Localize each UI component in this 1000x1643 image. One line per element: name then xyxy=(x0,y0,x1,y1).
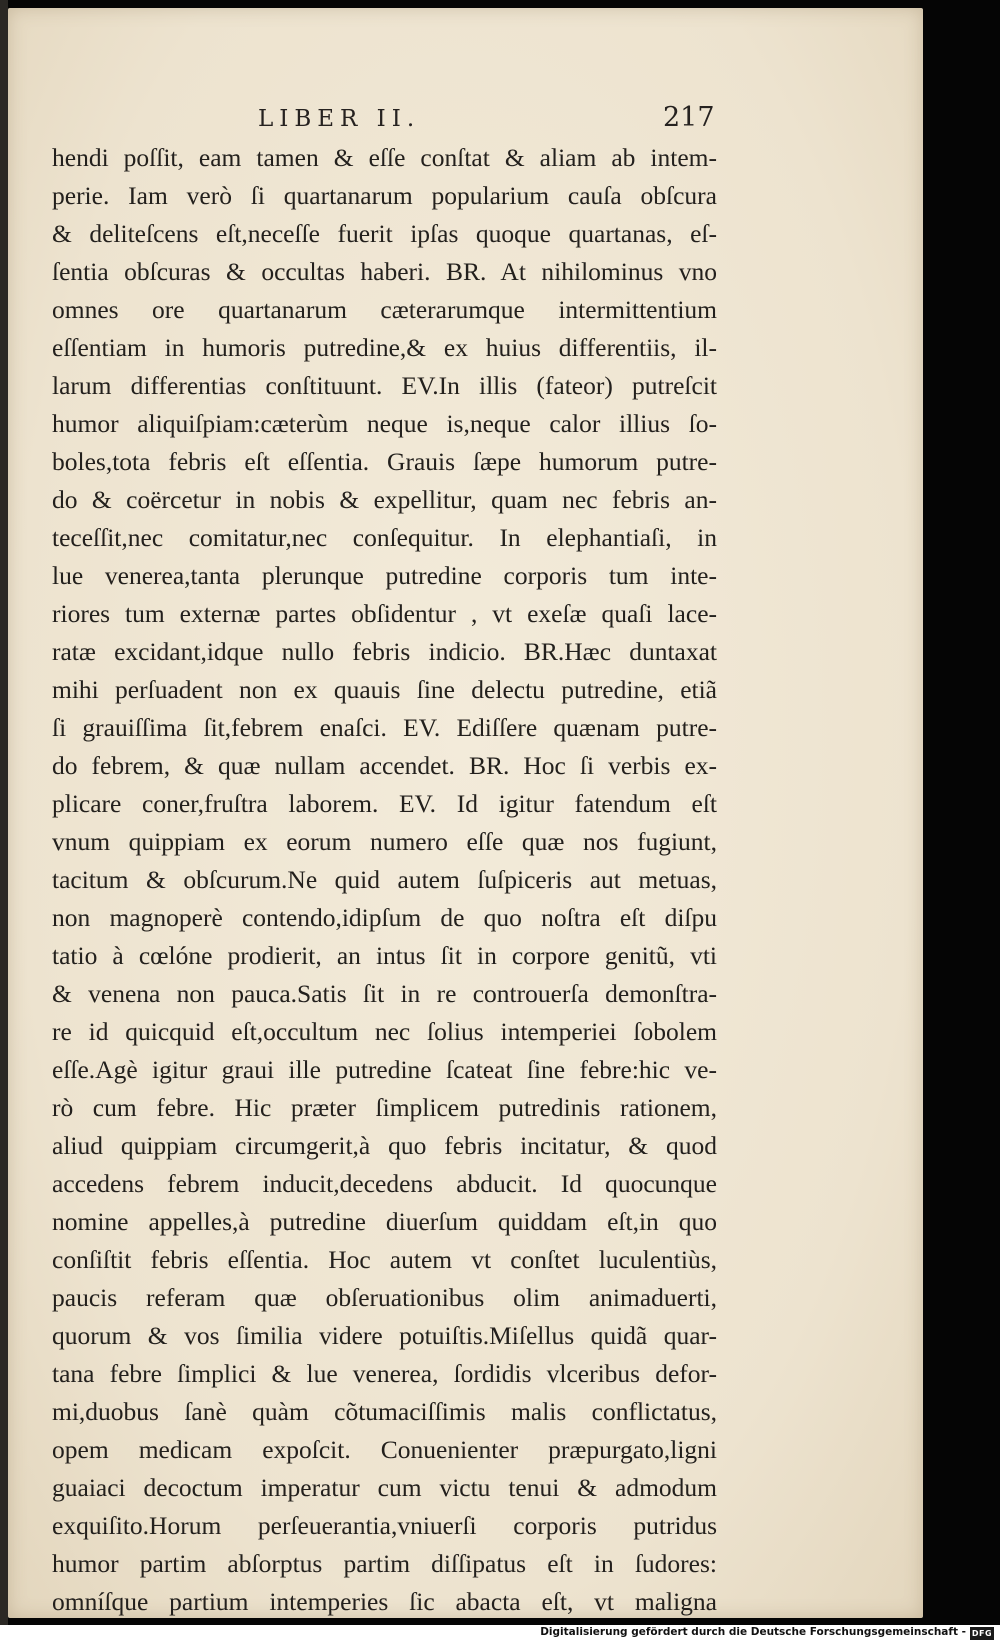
text-line: ſentia obſcuras & occultas haberi. BR. At nihilominus vno xyxy=(52,257,717,286)
text-line: riores tum externæ partes obſidentur , vt exeſæ quaſi lace- xyxy=(52,599,717,628)
text-line: vnum quippiam ex eorum numero eſſe quæ nos fugiunt, xyxy=(52,827,717,856)
text-line: omníſque partium intemperies ſic abacta eſt, vt maligna xyxy=(52,1587,717,1616)
digitization-credit: Digitalisierung gefördert durch die Deutsche Forschungsgemeinschaft - xyxy=(540,1626,966,1638)
text-line: guaiaci decoctum imperatur cum victu tenui & admodum xyxy=(52,1473,717,1502)
text-line: do & coërcetur in nobis & expellitur, quam nec febris an- xyxy=(52,485,717,514)
text-line: larum differentias conſtituunt. EV.In illis (fateor) putreſcit xyxy=(52,371,717,400)
text-line: rò cum febre. Hic præter ſimplicem putredinis rationem, xyxy=(52,1093,717,1122)
text-line: nomine appelles,à putredine diuerſum quiddam eſt,in quo xyxy=(52,1207,717,1236)
text-line: ſi grauiſſima ſit,febrem enaſci. EV. Ediſſere quænam putre- xyxy=(52,713,717,742)
book-page xyxy=(8,8,923,1618)
book-spine-edge xyxy=(0,0,8,1625)
text-line: do febrem, & quæ nullam accendet. BR. Hoc ſi verbis ex- xyxy=(52,751,717,780)
text-line: ratæ excidant,idque nullo febris indicio. BR.Hæc duntaxat xyxy=(52,637,717,666)
text-line: aliud quippiam circumgerit,à quo febris incitatur, & quod xyxy=(52,1131,717,1160)
text-line: & deliteſcens eſt,neceſſe fuerit ipſas quoque quartanas, eſ- xyxy=(52,219,717,248)
text-line: mi,duobus ſanè quàm cõtumaciſſimis malis conflictatus, xyxy=(52,1397,717,1426)
text-line: teceſſit,nec comitatur,nec conſequitur. In elephantiaſi, in xyxy=(52,523,717,552)
text-line: eſſentiam in humoris putredine,& ex huius differentiis, il- xyxy=(52,333,717,362)
text-line: perie. Iam verò ſi quartanarum popularium cauſa obſcura xyxy=(52,181,717,210)
text-line: plicare coner,fruſtra laborem. EV. Id igitur fatendum eſt xyxy=(52,789,717,818)
text-line: tacitum & obſcurum.Ne quid autem ſuſpiceris aut metuas, xyxy=(52,865,717,894)
text-line: quorum & vos ſimilia videre potuiſtis.Miſellus quidã quar- xyxy=(52,1321,717,1350)
page-number: 217 xyxy=(663,102,715,133)
text-line: humor partim abſorptus partim diſſipatus eſt in ſudores: xyxy=(52,1549,717,1578)
text-line: conſiſtit febris eſſentia. Hoc autem vt conſtet luculentiùs, xyxy=(52,1245,717,1274)
text-line: eſſe.Agè igitur graui ille putredine ſcateat ſine febre:hic ve- xyxy=(52,1055,717,1084)
text-line: omnes ore quartanarum cæterarumque intermittentium xyxy=(52,295,717,324)
text-line: & venena non pauca.Satis ſit in re controuerſa demonſtra- xyxy=(52,979,717,1008)
dfg-logo: DFG xyxy=(971,1629,993,1638)
text-line: humor aliquiſpiam:cæterùm neque is,neque calor illius ſo- xyxy=(52,409,717,438)
text-line: non magnoperè contendo,idipſum de quo noſtra eſt diſpu xyxy=(52,903,717,932)
text-line: paucis referam quæ obſeruationibus olim animaduerti, xyxy=(52,1283,717,1312)
text-line: opem medicam expoſcit. Conuenienter præpurgato,ligni xyxy=(52,1435,717,1464)
text-line: re id quicquid eſt,occultum nec ſolius intemperiei ſobolem xyxy=(52,1017,717,1046)
text-line: accedens febrem inducit,decedens abducit. Id quocunque xyxy=(52,1169,717,1198)
text-line: mihi perſuadent non ex quauis ſine delectu putredine, etiã xyxy=(52,675,717,704)
text-line: tana febre ſimplici & lue venerea, ſordidis vlceribus defor- xyxy=(52,1359,717,1388)
running-head: LIBER II. xyxy=(258,106,421,132)
footer-bar xyxy=(0,1625,1000,1643)
text-line: lue venerea,tanta plerunque putredine corporis tum inte- xyxy=(52,561,717,590)
text-line: hendi poſſit, eam tamen & eſſe conſtat & aliam ab intem- xyxy=(52,143,717,172)
text-line: tatio à cœlóne prodierit, an intus ſit in corpore genitũ, vti xyxy=(52,941,717,970)
text-line: exquiſito.Horum perſeuerantia,vniuerſi corporis putridus xyxy=(52,1511,717,1540)
text-line: boles,tota febris eſt eſſentia. Grauis ſæpe humorum putre- xyxy=(52,447,717,476)
page-header xyxy=(8,100,923,140)
body-text xyxy=(52,139,717,1621)
